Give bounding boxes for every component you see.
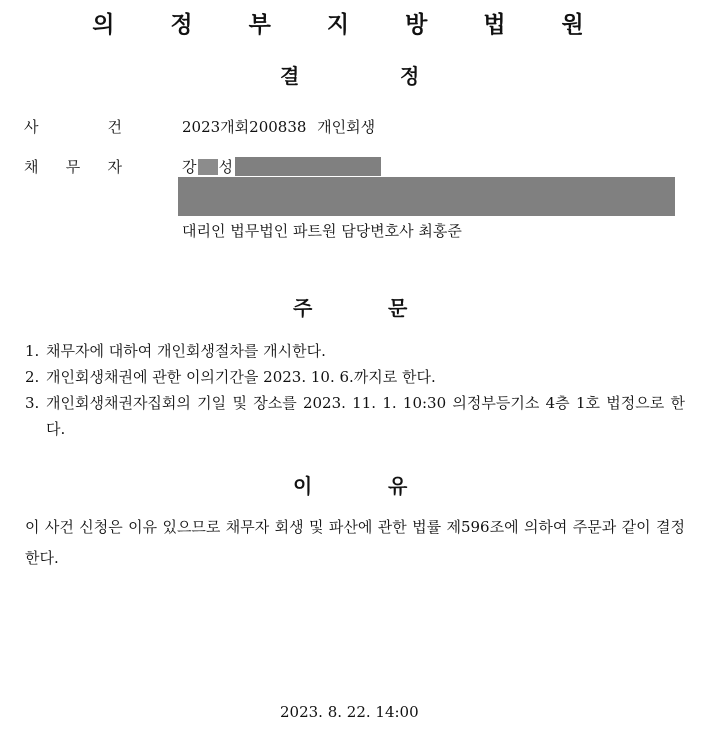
order-item	[25, 364, 685, 390]
redacted-address	[178, 177, 675, 216]
order-text: 개인회생채권자집회의 기일 및 장소를 2023. 11. 1. 10:30 의정부등기소 4층 1호 법정으로 한다.	[46, 394, 685, 438]
debtor-name-last: 성	[218, 158, 233, 176]
redacted-id	[235, 157, 381, 176]
doc-type-left: 결	[280, 64, 300, 88]
order-item	[25, 390, 685, 442]
redacted-name-char	[198, 159, 218, 175]
doc-type-right: 정	[400, 64, 420, 88]
order-heading-right: 문	[388, 296, 408, 320]
court-name: 의 정 부 지 방 법 원	[92, 12, 608, 38]
order-item	[25, 338, 685, 364]
order-text: 개인회생채권에 관한 이의기간을 2023. 10. 6.까지로 한다.	[46, 368, 436, 386]
debtor-label: 채 무 자	[24, 158, 122, 176]
case-label: 사 건	[24, 118, 122, 136]
reason-heading-right: 유	[388, 474, 408, 498]
debtor-agent: 대리인 법무법인 파트원 담당변호사 최홍준	[182, 222, 462, 240]
reason-text: 이 사건 신청은 이유 있으므로 채무자 회생 및 파산에 관한 법률 제596조에 의하여 주문과 같이 결정한다.	[25, 518, 685, 567]
order-list	[25, 338, 685, 442]
case-value: 2023개회200838 개인회생	[182, 118, 376, 136]
order-text: 채무자에 대하여 개인회생절차를 개시한다.	[46, 342, 326, 360]
reason-heading-left: 이	[293, 474, 313, 498]
debtor-name	[182, 156, 233, 177]
order-number: 1.	[25, 342, 40, 360]
order-number: 2.	[25, 368, 40, 386]
order-number: 3.	[25, 394, 40, 412]
order-heading-left: 주	[293, 296, 313, 320]
debtor-name-first: 강	[182, 158, 197, 176]
decision-date: 2023. 8. 22. 14:00	[280, 703, 419, 721]
